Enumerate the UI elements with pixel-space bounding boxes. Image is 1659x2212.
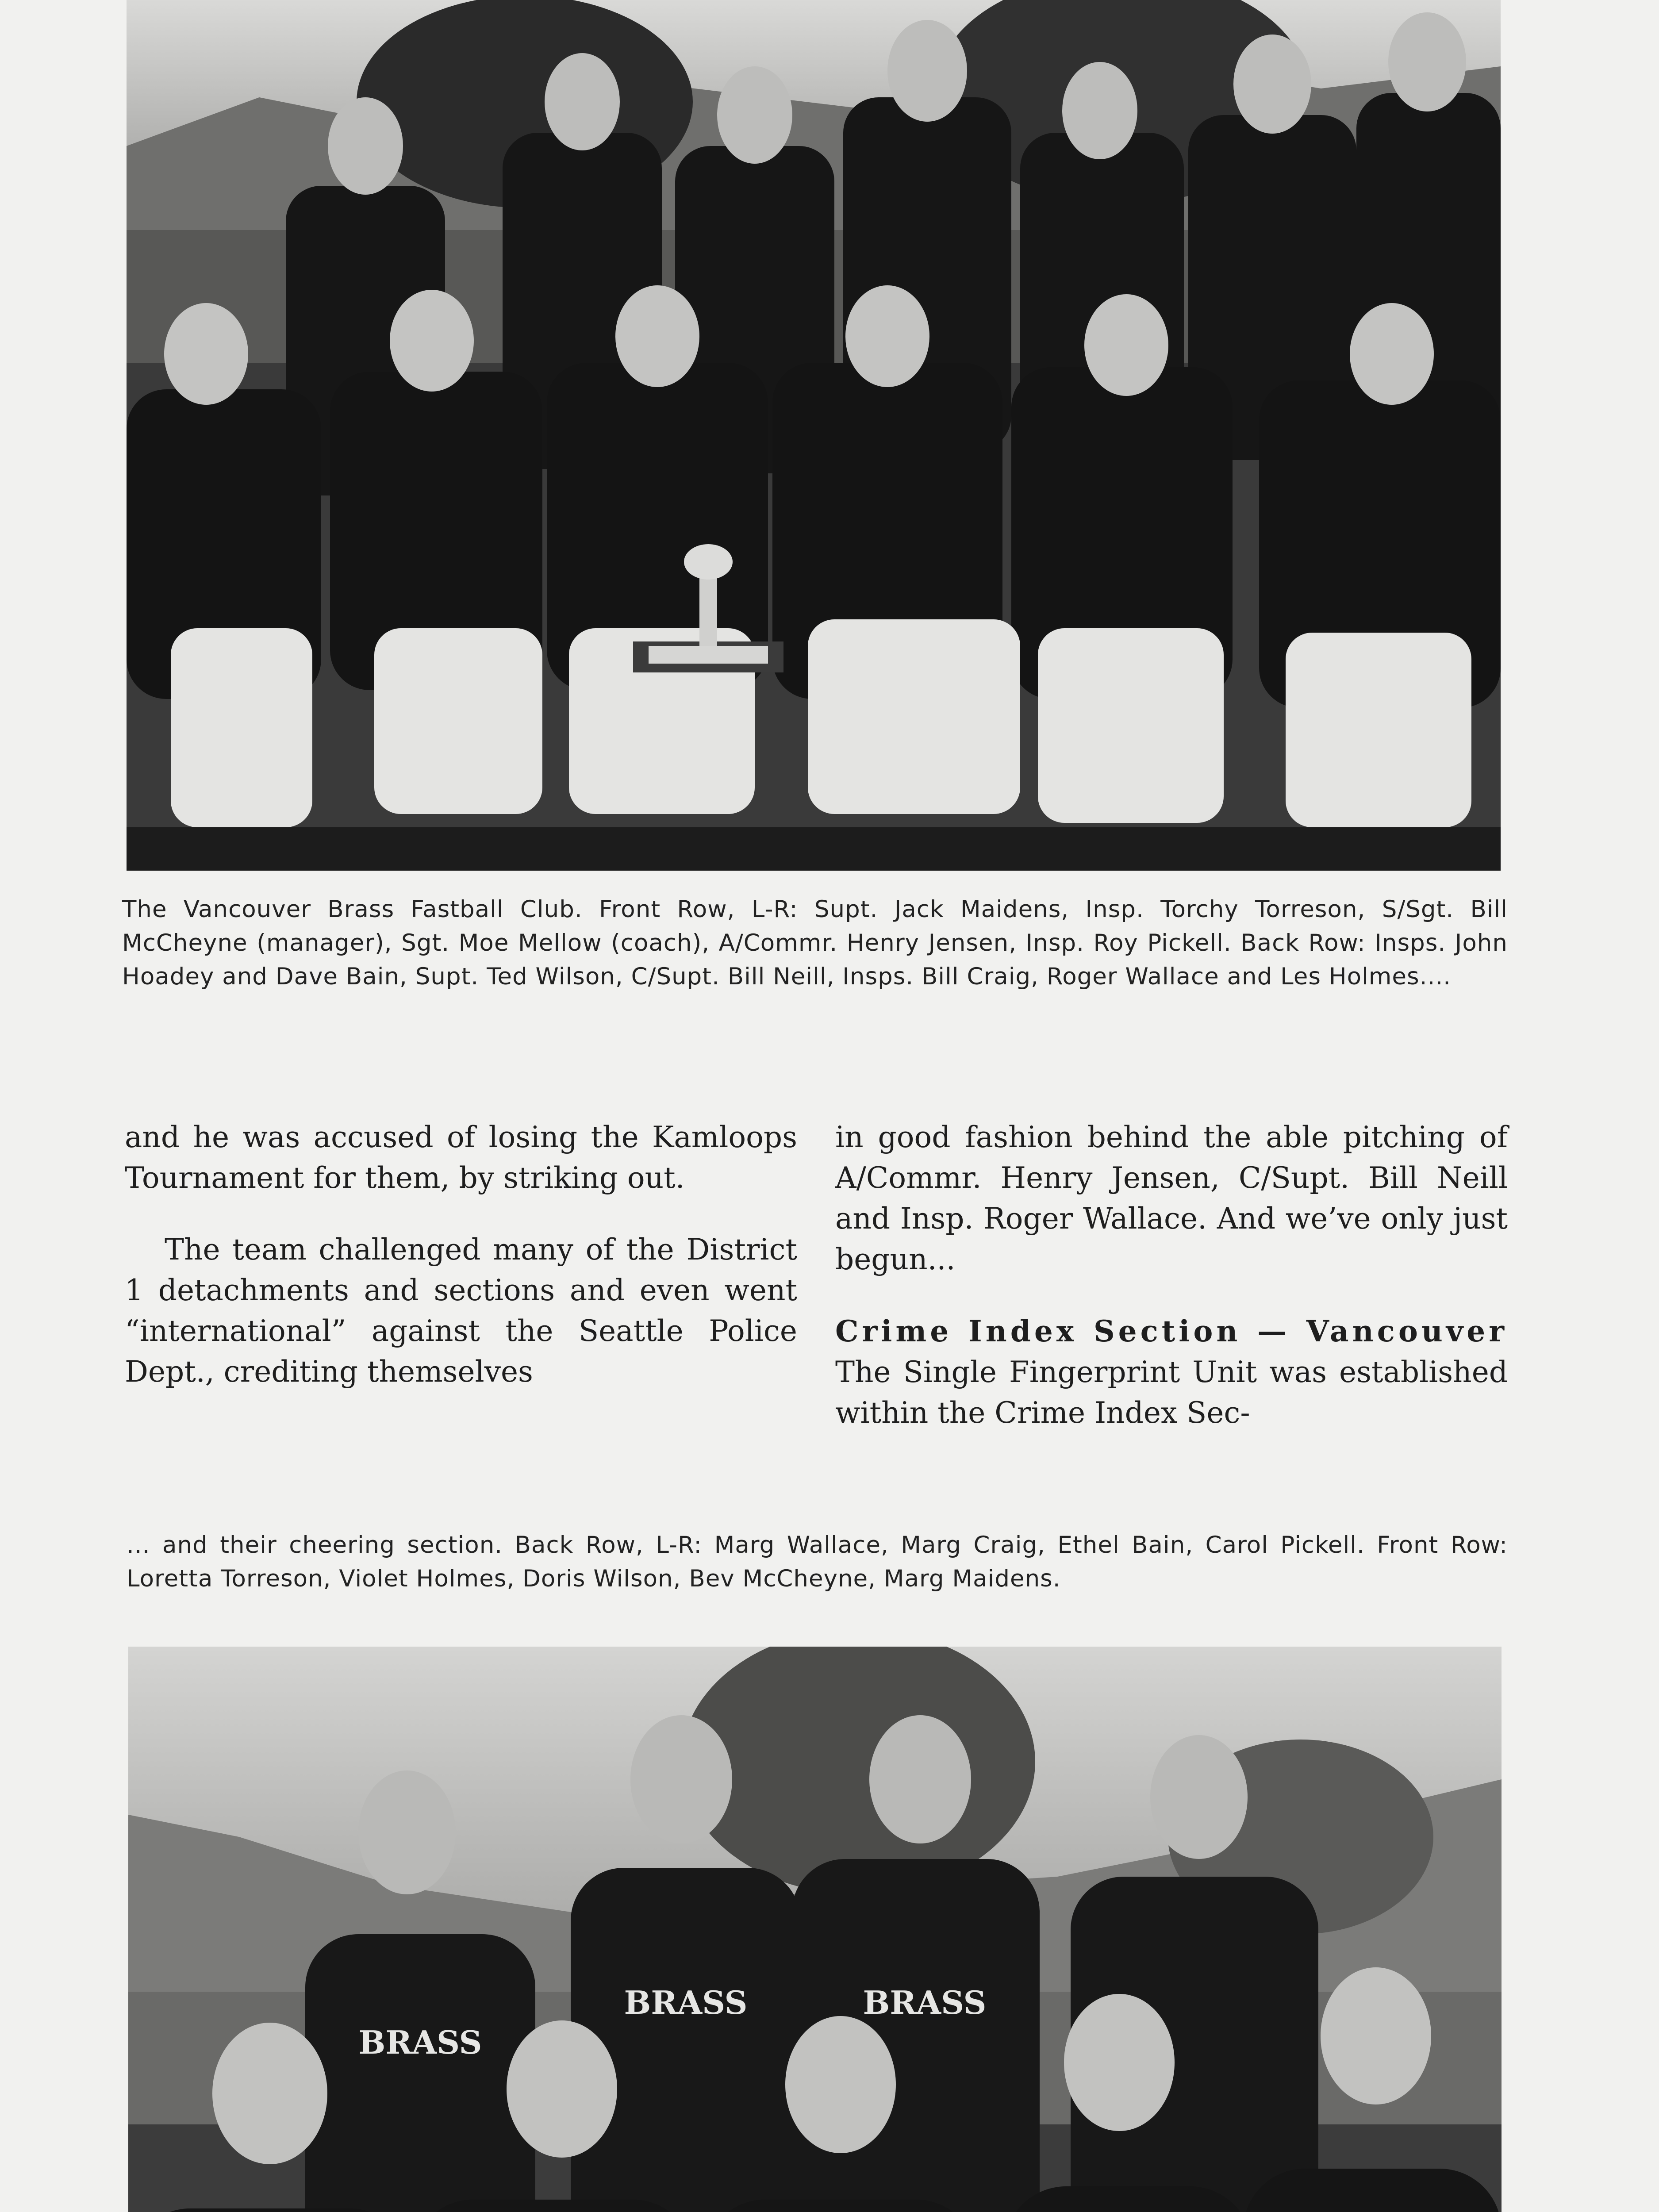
article-paragraph: and he was accused of losing the Kamloops Tournament for them, by striking out. [125,1120,797,1195]
article-paragraph: in good fashion behind the able pitching of A/Commr. Henry Jensen, C/Supt. Bill Neill and Insp. Roger Wallace. And we’ve only just begun... [835,1120,1508,1276]
team-photo-icon [127,0,1501,871]
section-heading: Crime Index Section — Vancouver [835,1314,1508,1348]
team-photo [127,0,1501,871]
article-column-right [835,1117,1508,1464]
cheering-section-photo-icon [128,1647,1502,2212]
shirt-text: BRASS [863,1984,987,2021]
team-photo-caption: The Vancouver Brass Fastball Club. Front Row, L-R: Supt. Jack Maidens, Insp. Torchy Torreson, S/Sgt. Bill McCheyne (manager), Sgt. Moe Mellow (coach), A/Commr. Henry Jensen, Insp. Roy Pickell. Back Row: Insps. John Hoadey and Dave Bain, Supt. Ted Wilson, C/Supt. Bill Neill, Insps. Bill Craig, Roger Wallace and Les Holmes.... [122,896,1508,990]
article-column-left [125,1117,797,1423]
cheering-photo-caption: ... and their cheering section. Back Row, L-R: Marg Wallace, Marg Craig, Ethel Bain, Carol Pickell. Front Row: Loretta Torreson, Violet Holmes, Doris Wilson, Bev McCheyne, Marg Maidens. [127,1532,1508,1592]
article-paragraph-text: The Single Fingerprint Unit was established within the Crime Index Sec- [835,1355,1508,1430]
article-paragraph-with-heading [835,1311,1508,1433]
shirt-text: BRASS [624,1984,748,2021]
cheering-section-photo [128,1647,1502,2212]
article-paragraph: The team challenged many of the District 1 detachments and sections and even went “international” against the Seattle Police Dept., crediting themselves [125,1233,797,1389]
shirt-text: BRASS [358,2024,482,2061]
